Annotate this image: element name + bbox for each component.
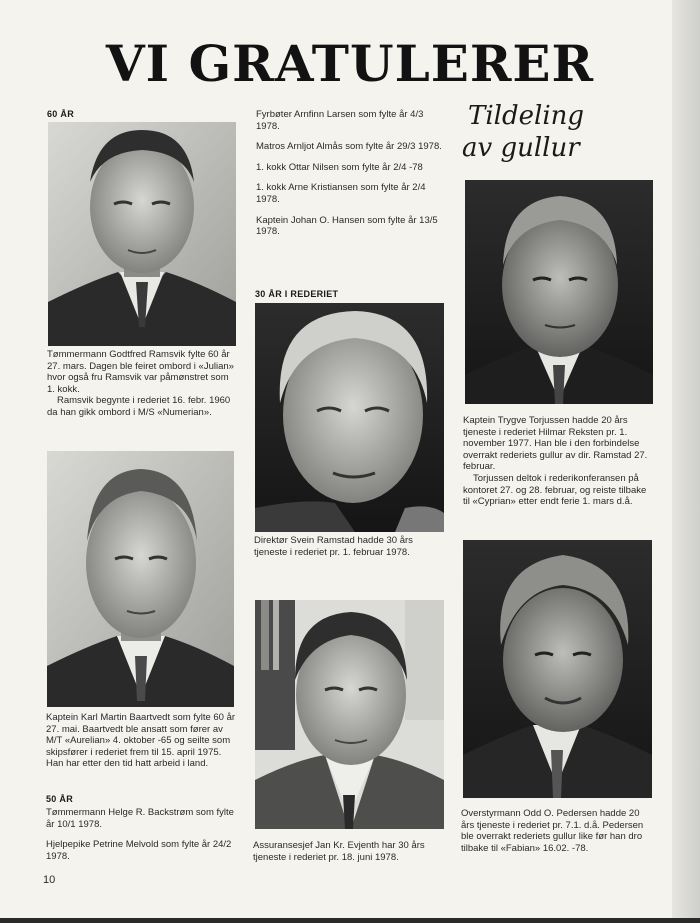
heading-50-ar: 50 ÅR (46, 794, 74, 804)
baartvedt-caption: Kaptein Karl Martin Baartvedt som fylte 60 år 27. mai. Baartvedt ble ansatt som fører av M/T «Aurelian» 4. oktober -65 og seilte som skipsfører i rederiet frem til 15. april 1975. Han har etter den tid hatt arbeid i land. (46, 712, 236, 770)
award-heading (460, 100, 640, 164)
photo-evjenth (255, 600, 444, 829)
page-number: 10 (43, 874, 56, 886)
torjussen-caption-p2: Torjussen deltok i rederikonferansen på kontoret 27. og 28. februar, og reiste tilbake til «Cyprian» etter endt ferie 1. mars d.å. (463, 472, 647, 508)
page-bottom-border (0, 918, 700, 923)
heading-60-ar: 60 ÅR (47, 109, 75, 119)
birthday-item-almas: Matros Arnljot Almås som fylte år 29/3 1978. (256, 141, 442, 153)
page-title: VI GRATULERER (105, 34, 595, 93)
birthday-item-hansen: Kaptein Johan O. Hansen som fylte år 13/5 1978. (256, 214, 438, 238)
fifty-item-backstrom: Tømmermann Helge R. Backstrøm som fylte år 10/1 1978. (46, 807, 234, 830)
ramstad-caption: Direktør Svein Ramstad hadde 30 års tjeneste i rederiet pr. 1. februar 1978. (254, 535, 413, 558)
photo-pedersen (463, 540, 652, 798)
page-edge-shadow (672, 0, 700, 923)
torjussen-caption-p1: Kaptein Trygve Torjussen hadde 20 års tjeneste i rederiet Hilmar Reksten pr. 1. november 1977. Han ble i den forbindelse overrakt rederiets gullur av dir. Ramstad 27. februar. (463, 415, 648, 473)
birthday-item-nilsen: 1. kokk Ottar Nilsen som fylte år 2/4 -78 (256, 161, 423, 173)
photo-ramstad (255, 303, 444, 532)
award-heading-line2: av gullur (462, 133, 580, 163)
heading-30-ar: 30 ÅR I REDERIET (255, 289, 339, 299)
birthday-list (256, 109, 448, 247)
birthday-item-kristiansen: 1. kokk Arne Kristiansen som fylte år 2/4 1978. (256, 182, 426, 205)
fifty-list (46, 807, 238, 871)
photo-baartvedt (47, 451, 234, 707)
ramsvik-caption-p2: Ramsvik begynte i rederiet 16. febr. 1960 da han gikk ombord i M/S «Numerian». (47, 395, 231, 418)
photo-torjussen (465, 180, 653, 404)
ramsvik-caption (47, 349, 237, 419)
torjussen-caption (463, 415, 655, 508)
birthday-item-larsen: Fyrbøter Arnfinn Larsen som fylte år 4/3 1978. (256, 109, 424, 132)
photo-ramsvik (48, 122, 236, 346)
ramsvik-caption-p1: Tømmermann Godtfred Ramsvik fylte 60 år 27. mars. Dagen ble feiret ombord i «Julian» hvor også fru Ramsvik var påmønstret som 1. kokk. (47, 349, 234, 395)
pedersen-caption: Overstyrmann Odd O. Pedersen hadde 20 års tjeneste i rederiet pr. 7.1. d.å. Pedersen ble overrakt rederiets gullur like før han dro tilbake til «Fabian» 16.02. -78. (461, 808, 644, 854)
award-heading-line1: Tildeling (468, 101, 585, 131)
fifty-item-melvold: Hjelpepike Petrine Melvold som fylte år 24/2 1978. (46, 839, 232, 862)
evjenth-caption: Assuransesjef Jan Kr. Evjenth har 30 års tjeneste i rederiet pr. 18. juni 1978. (253, 840, 425, 863)
